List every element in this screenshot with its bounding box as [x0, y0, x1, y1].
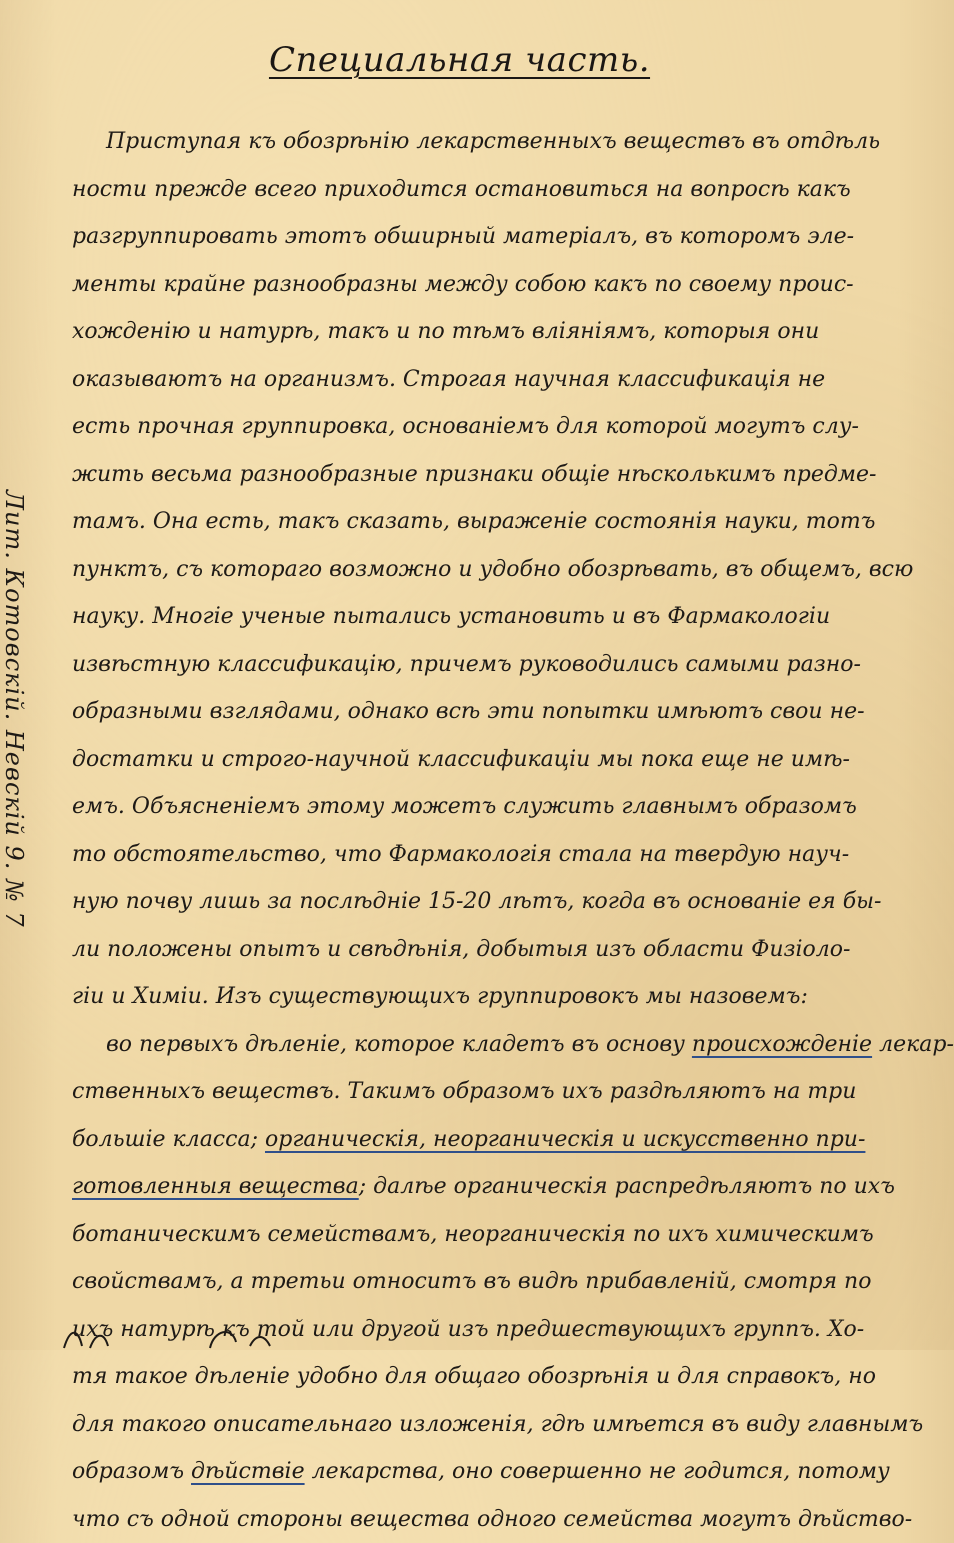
text-line	[72, 1496, 862, 1543]
line-text: ственныхъ веществъ. Такимъ образомъ ихъ раздѣляютъ на три	[72, 1079, 856, 1104]
text-line	[72, 926, 862, 974]
underlined-term: органическія, неорганическія и искусственно при-	[265, 1127, 865, 1152]
line-text: большіе класса;	[72, 1127, 265, 1152]
line-text: ли положены опытъ и свѣдѣнія, добытыя изъ области Физіоло-	[72, 937, 851, 962]
text-line	[72, 783, 862, 831]
text-line	[72, 1258, 862, 1306]
text-line	[72, 736, 862, 784]
cut-off-strokes	[60, 1322, 360, 1350]
line-text: науку. Многіе ученые пытались установить и въ Фармакологіи	[72, 604, 830, 629]
line-text: ихъ натурѣ къ той или другой изъ предшествующихъ группъ. Хо-	[72, 1317, 864, 1342]
line-text: разгруппировать этотъ обширный матеріалъ, въ которомъ эле-	[72, 224, 854, 249]
underlined-term: происхожденіе	[692, 1032, 872, 1057]
line-text: Приступая къ обозрѣнію лекарственныхъ веществъ въ отдѣль	[106, 129, 880, 154]
line-text: образными взглядами, однако всѣ эти попытки имѣютъ свои не-	[72, 699, 865, 724]
line-text: что съ одной стороны вещества одного семейства могутъ дѣйство-	[72, 1507, 912, 1532]
text-line	[72, 1211, 862, 1259]
text-line	[72, 356, 862, 404]
line-text: менты крайне разнообразны между собою какъ по своему проис-	[72, 272, 854, 297]
text-line	[72, 1163, 862, 1211]
line-text: хожденію и натурѣ, такъ и по тѣмъ вліяніямъ, которыя они	[72, 319, 819, 344]
text-line	[72, 308, 862, 356]
line-text: образомъ	[72, 1459, 191, 1484]
line-text: пунктъ, съ котораго возможно и удобно обозрѣвать, въ общемъ, всю	[72, 557, 913, 582]
text-line	[72, 166, 862, 214]
line-text: оказываютъ на организмъ. Строгая научная классификація не	[72, 367, 825, 392]
page-title-text: Специальная часть.	[269, 40, 650, 80]
text-line	[72, 831, 862, 879]
text-line	[72, 973, 862, 1021]
text-line	[72, 1021, 862, 1069]
text-line	[72, 1116, 862, 1164]
text-line	[72, 1448, 862, 1496]
text-line	[72, 546, 862, 594]
line-text: тамъ. Она есть, такъ сказать, выраженіе состоянія науки, тотъ	[72, 509, 875, 534]
line-text: свойствамъ, а третьи относитъ въ видѣ прибавленій, смотря по	[72, 1269, 871, 1294]
text-line	[72, 1068, 862, 1116]
text-line	[72, 1353, 862, 1401]
line-text: то обстоятельство, что Фармакологія стала на твердую науч-	[72, 842, 849, 867]
underlined-term: дѣйствіе	[191, 1459, 305, 1484]
line-text: есть прочная группировка, основаніемъ для которой могутъ слу-	[72, 414, 859, 439]
line-text: для такого описательнаго изложенія, гдѣ имѣется въ виду главнымъ	[72, 1412, 923, 1437]
line-text: лекар-	[872, 1032, 954, 1057]
text-line	[72, 213, 862, 261]
underlined-term: готовленныя вещества	[72, 1174, 359, 1199]
line-text: тя такое дѣленіе удобно для общаго обозрѣнія и для справокъ, но	[72, 1364, 876, 1389]
line-text: гіи и Химіи. Изъ существующихъ группировокъ мы назовемъ:	[72, 984, 808, 1009]
text-line	[72, 261, 862, 309]
line-text: ; далѣе органическія распредѣляютъ по ихъ	[359, 1174, 895, 1199]
text-line	[72, 498, 862, 546]
line-text: жить весьма разнообразные признаки общіе нѣсколькимъ предме-	[72, 462, 876, 487]
line-text: ности прежде всего приходится остановиться на вопросѣ какъ	[72, 177, 851, 202]
text-line	[72, 688, 862, 736]
text-line	[72, 118, 862, 166]
line-text: ботаническимъ семействамъ, неорганическія по ихъ химическимъ	[72, 1222, 874, 1247]
text-line	[72, 1401, 862, 1449]
line-text: емъ. Объясненіемъ этому можетъ служить главнымъ образомъ	[72, 794, 857, 819]
line-text: извѣстную классификацію, причемъ руководились самыми разно-	[72, 652, 861, 677]
text-line	[72, 593, 862, 641]
text-line	[72, 641, 862, 689]
text-line	[72, 878, 862, 926]
text-line	[72, 403, 862, 451]
margin-note	[8, 490, 48, 950]
cut-off-handwriting	[60, 1322, 360, 1350]
line-text: ную почву лишь за послѣдніе 15-20 лѣтъ, когда въ основаніе ея бы-	[72, 889, 882, 914]
page-title	[0, 40, 919, 80]
text-line	[72, 451, 862, 499]
line-text: достатки и строго-научной классификаціи мы пока еще не имѣ-	[72, 747, 850, 772]
line-text: лекарства, оно совершенно не годится, потому	[305, 1459, 890, 1484]
margin-note-text: Лит. Котовскій. Невскій 9. № 7	[0, 490, 28, 928]
line-text: во первыхъ дѣленіе, которое кладетъ въ основу	[106, 1032, 692, 1057]
